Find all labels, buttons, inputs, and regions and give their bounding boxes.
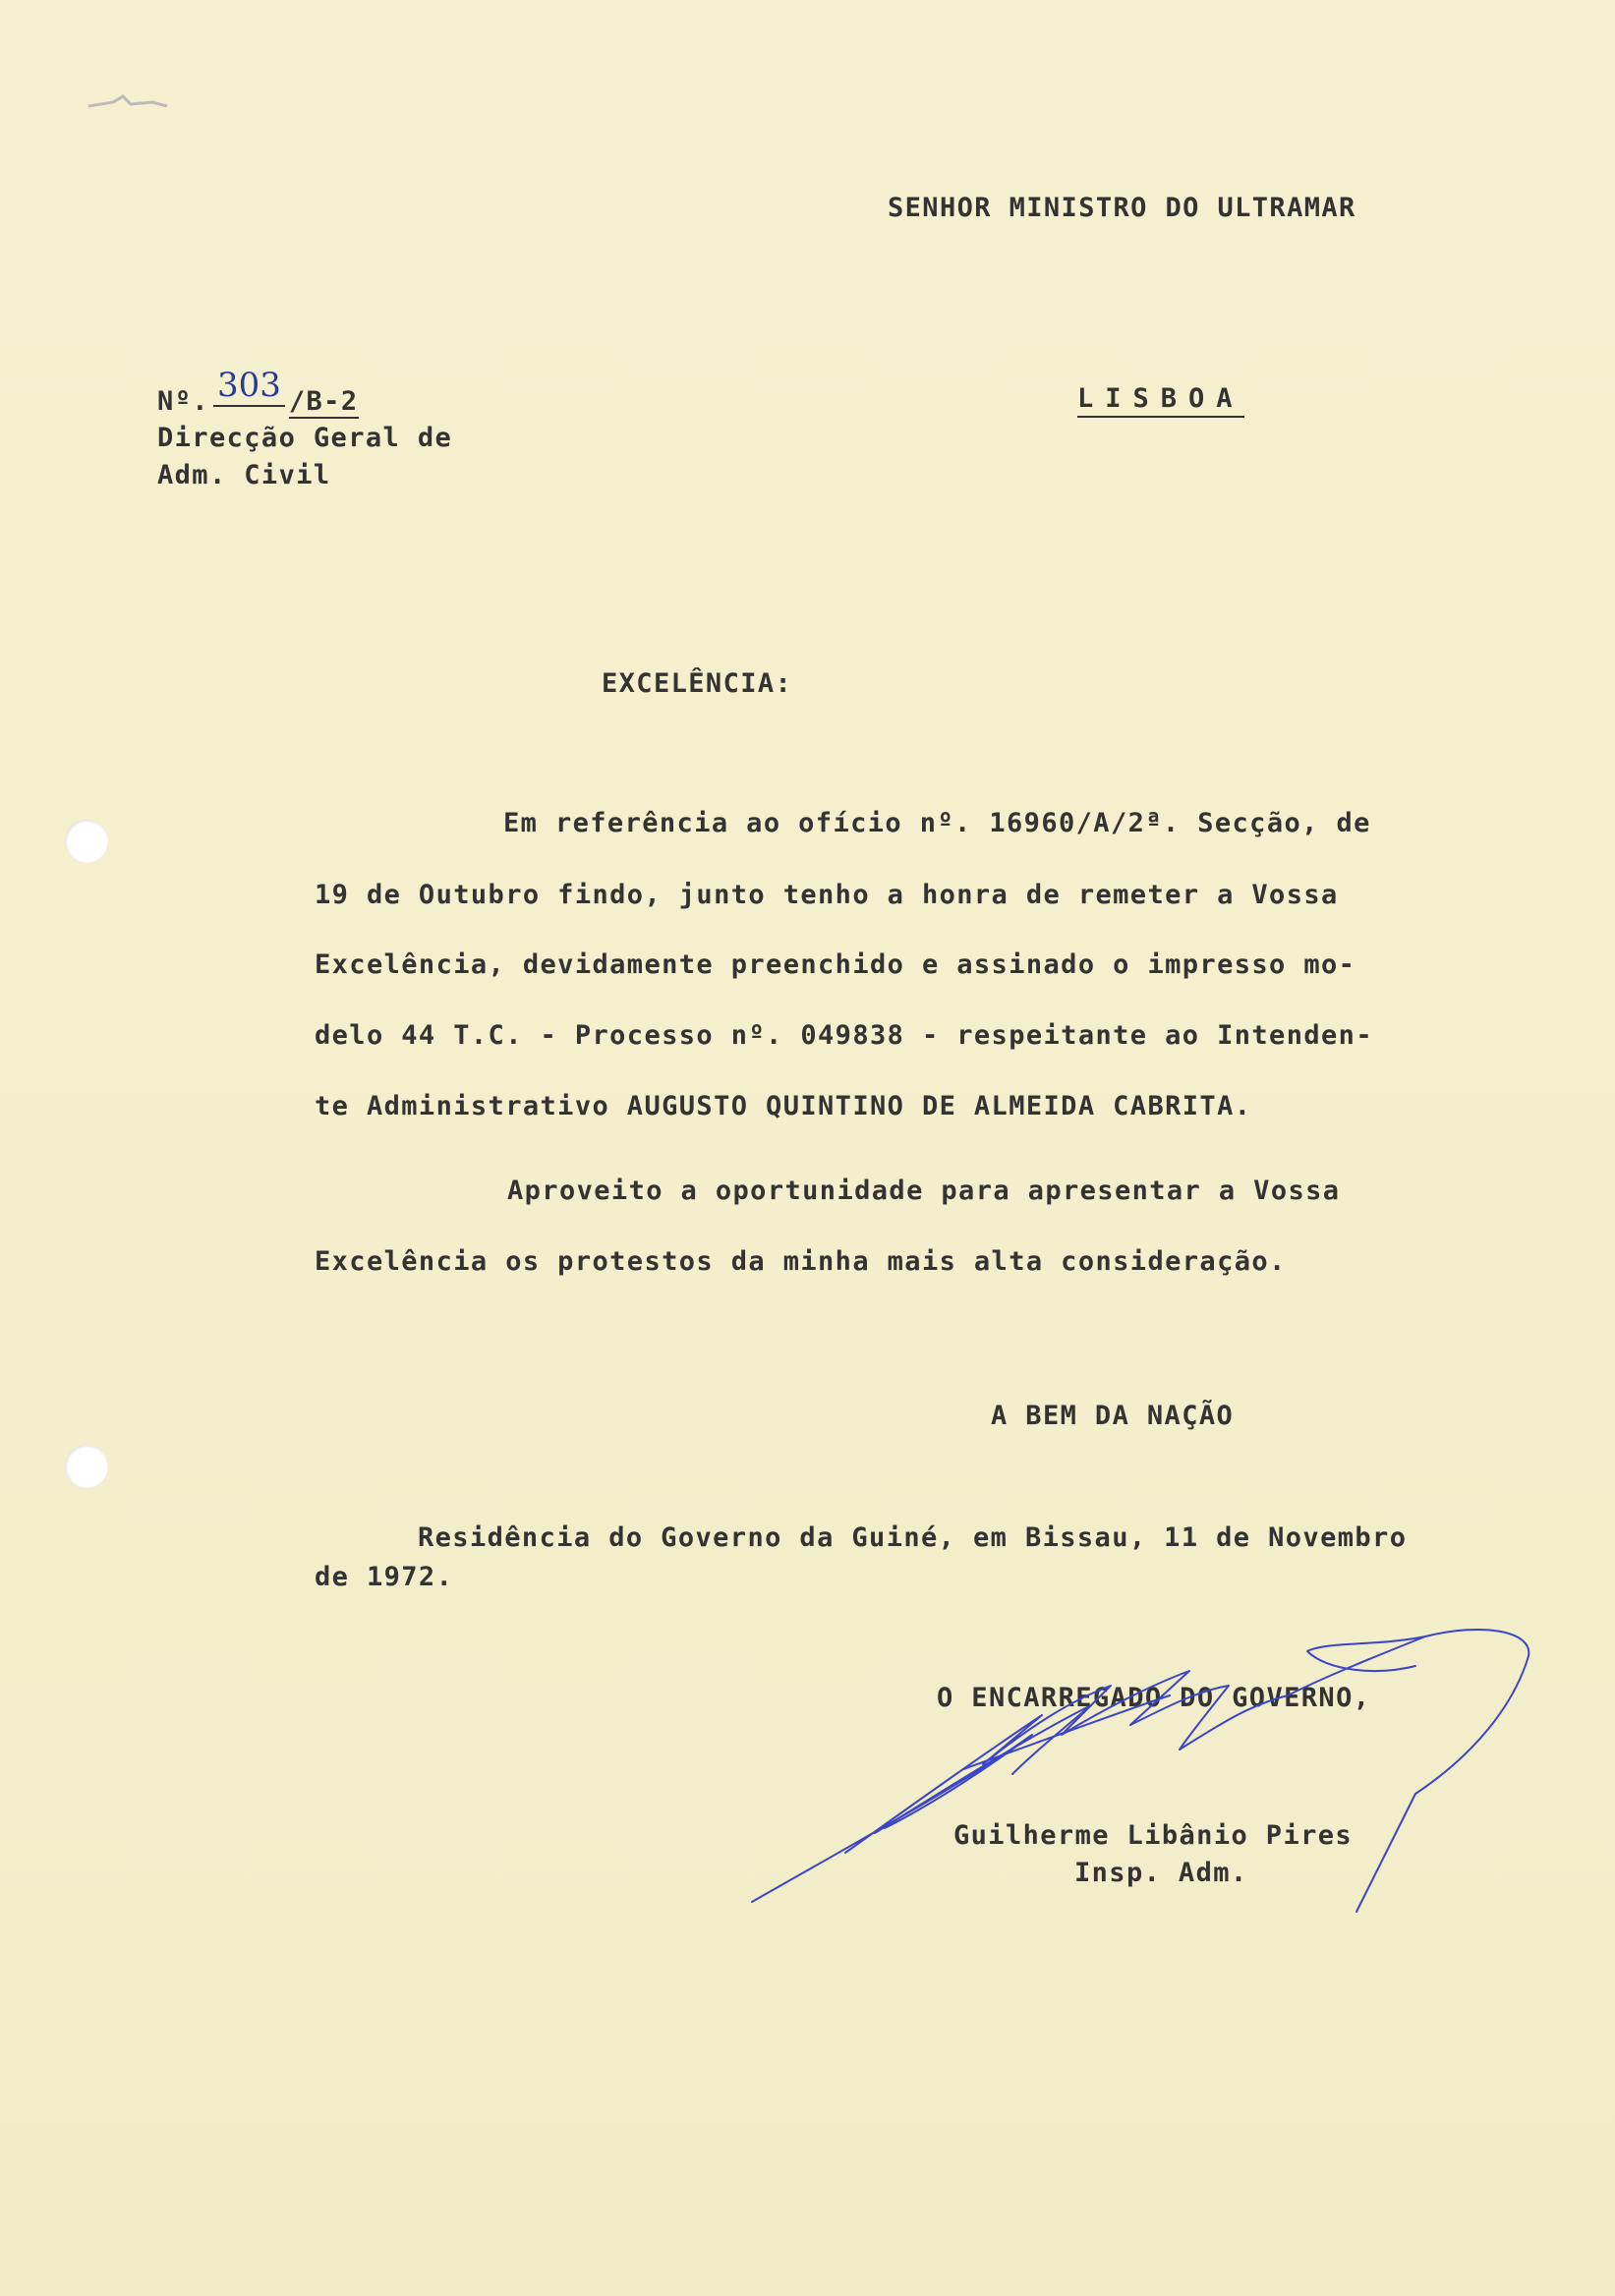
paragraph-1-line-2: 19 de Outubro findo, junto tenho a honra de remeter a Vossa: [315, 880, 1339, 910]
paragraph-1-line-5: te Administrativo AUGUSTO QUINTINO DE ALMEIDA CABRITA.: [315, 1091, 1252, 1121]
destination-city: LISBOA: [1077, 383, 1244, 418]
signatory-role: O ENCARREGADO DO GOVERNO,: [937, 1683, 1371, 1713]
punch-hole-bottom: [65, 1445, 108, 1488]
signatory-name: Guilherme Libânio Pires: [953, 1820, 1354, 1851]
salutation: EXCELÊNCIA:: [602, 668, 793, 699]
paragraph-1-line-3: Excelência, devidamente preenchido e assinado o impresso mo-: [315, 949, 1356, 980]
reference-suffix: /B-2: [288, 386, 359, 417]
place-date-line-1: Residência do Governo da Guiné, em Bissau, 11 de Novembro: [418, 1522, 1408, 1553]
paragraph-2-line-1: Aproveito a oportunidade para apresentar a Vossa: [507, 1176, 1341, 1206]
paper-mark: [84, 88, 172, 118]
department-line-2: Adm. Civil: [157, 460, 331, 490]
punch-hole-top: [65, 820, 108, 863]
place-date-line-2: de 1972.: [315, 1562, 454, 1592]
handwritten-signature: [737, 1617, 1583, 1951]
department-line-1: Direcção Geral de: [157, 423, 453, 453]
reference-number: [157, 366, 359, 419]
paragraph-1-line-4: delo 44 T.C. - Processo nº. 049838 - respeitante ao Intenden-: [315, 1020, 1373, 1051]
handwritten-reference-number: 303: [213, 366, 285, 407]
closing-motto: A BEM DA NAÇÃO: [991, 1401, 1235, 1431]
paragraph-2-line-2: Excelência os protestos da minha mais alta consideração.: [315, 1246, 1287, 1277]
reference-prefix: Nº.: [157, 386, 209, 417]
paragraph-1-line-1: Em referência ao ofício nº. 16960/A/2ª. Secção, de: [503, 808, 1371, 838]
addressee: SENHOR MINISTRO DO ULTRAMAR: [888, 193, 1356, 223]
signatory-title: Insp. Adm.: [1074, 1858, 1248, 1888]
